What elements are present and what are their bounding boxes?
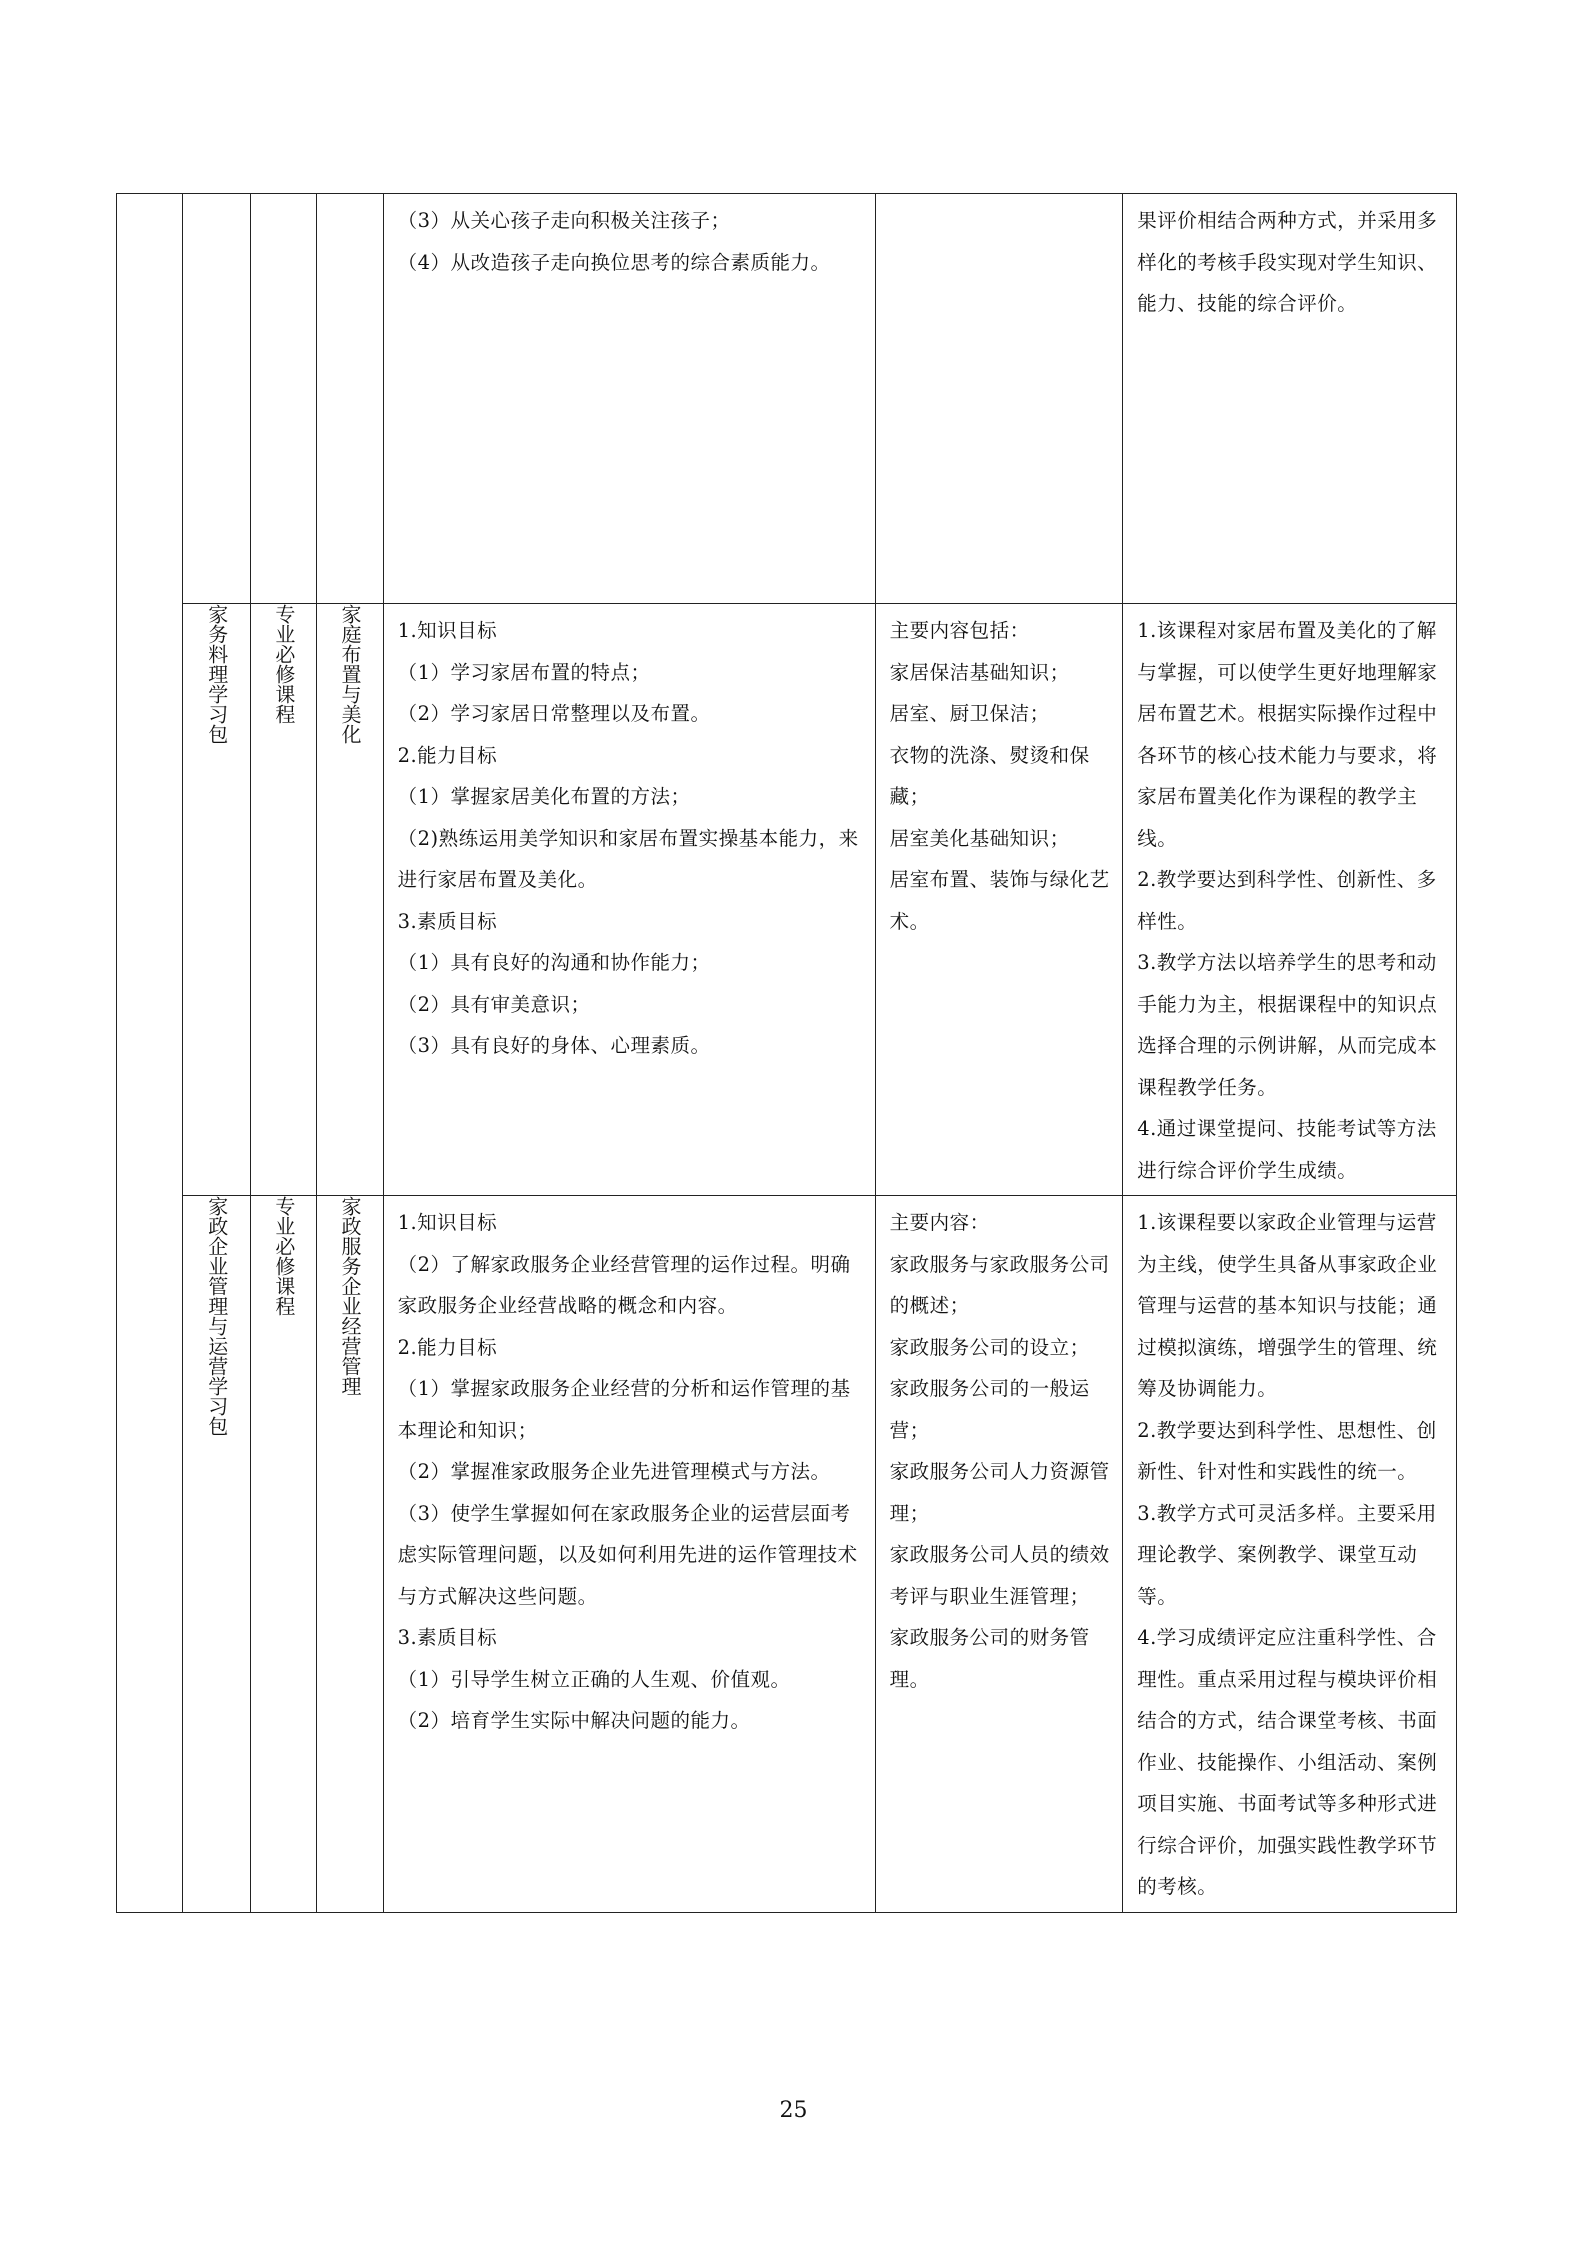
course-table <box>116 193 1457 1913</box>
objective-line: （4）从改造孩子走向换位思考的综合素质能力。 <box>397 250 831 274</box>
objective-line: 1.知识目标 <box>397 1211 498 1234</box>
objective-line: （3）使学生掌握如何在家政服务企业的运营层面考虑实际管理问题，以及如何利用先进的运作管理技术与方式解决这些问题。 <box>397 1501 858 1608</box>
content-line: 家政服务公司的设立； <box>889 1335 1090 1359</box>
course-type-cell <box>251 1196 317 1913</box>
objective-line: （3）从关心孩子走向积极关注孩子； <box>397 209 731 232</box>
category-cell <box>183 604 251 1196</box>
requirement-line: 1.该课程对家居布置及美化的了解与掌握，可以使学生更好地理解家居布置艺术。根据实际操作过程中各环节的核心技术能力与要求，将家居布置美化作为课程的教学主线。 <box>1137 619 1438 850</box>
content-cell <box>875 604 1123 1196</box>
requirement-line: 1.该课程要以家政企业管理与运营为主线，使学生具备从事家政企业管理与运营的基本知识与技能；通过模拟演练，增强学生的管理、统筹及协调能力。 <box>1137 1211 1438 1400</box>
objectives-cell <box>383 604 875 1196</box>
requirements-cell <box>1123 194 1457 604</box>
objective-line: （2）掌握准家政服务企业先进管理模式与方法。 <box>397 1460 831 1483</box>
content-line: 家政服务公司人员的绩效考评与职业生涯管理； <box>889 1543 1110 1608</box>
category-cell <box>183 194 251 604</box>
content-line: 家政服务公司的财务管理。 <box>889 1626 1090 1691</box>
requirements-cell <box>1123 604 1457 1196</box>
course-name-text: 家庭布置与美化 <box>337 604 362 744</box>
course-name-cell <box>317 1196 383 1913</box>
requirement-line: 3.教学方法以培养学生的思考和动手能力为主，根据课程中的知识点选择合理的示例讲解，从而完成本课程教学任务。 <box>1137 951 1438 1099</box>
content-line: 居室布置、装饰与绿化艺术。 <box>889 868 1110 933</box>
objective-line: （1）引导学生树立正确的人生观、价值观。 <box>397 1667 791 1691</box>
objective-line: （2）了解家政服务企业经营管理的运作过程。明确家政服务企业经营战略的概念和内容。 <box>397 1252 851 1317</box>
content-line: 衣物的洗涤、熨烫和保藏； <box>889 743 1090 808</box>
requirement-line: 4.通过课堂提问、技能考试等方法进行综合评价学生成绩。 <box>1137 1117 1437 1182</box>
objective-line: （1）学习家居布置的特点； <box>397 660 651 684</box>
course-type-cell <box>251 604 317 1196</box>
content-cell <box>875 1196 1123 1913</box>
objective-line: （2）培育学生实际中解决问题的能力。 <box>397 1709 751 1732</box>
requirements-cell <box>1123 1196 1457 1913</box>
requirement-line: 3.教学方式可灵活多样。主要采用理论教学、案例教学、课堂互动等。 <box>1137 1501 1437 1608</box>
course-name-cell <box>317 604 383 1196</box>
requirement-line: 4.学习成绩评定应注重科学性、合理性。重点采用过程与模块评价相结合的方式，结合课堂考核、书面作业、技能操作、小组活动、案例项目实施、书面考试等多种形式进行综合评价，加强实践性教学环节的考核。 <box>1137 1626 1438 1898</box>
category-text: 家政企业管理与运营学习包 <box>204 1196 229 1436</box>
category-text: 家务料理学习包 <box>204 604 229 744</box>
objective-line: 2.能力目标 <box>397 743 498 767</box>
table-row <box>117 1196 1457 1913</box>
page-number: 25 <box>779 2098 808 2123</box>
content-cell <box>875 194 1123 604</box>
course-type-text: 专业必修课程 <box>271 604 296 724</box>
table-row <box>117 194 1457 604</box>
objective-line: （1）掌握家居美化布置的方法； <box>397 785 691 808</box>
content-line: 居室美化基础知识； <box>889 826 1070 850</box>
objective-line: （1）具有良好的沟通和协作能力； <box>397 951 711 974</box>
objective-line: （2）具有审美意识； <box>397 992 591 1016</box>
content-line: 家居保洁基础知识； <box>889 660 1070 684</box>
course-type-cell <box>251 194 317 604</box>
content-line: 家政服务公司的一般运营； <box>889 1377 1090 1442</box>
objective-line: （2）学习家居日常整理以及布置。 <box>397 702 711 725</box>
objectives-cell <box>383 194 875 604</box>
objectives-cell <box>383 1196 875 1913</box>
objective-line: 1.知识目标 <box>397 619 498 642</box>
objective-line: 2.能力目标 <box>397 1335 498 1359</box>
content-line: 家政服务与家政服务公司的概述； <box>889 1252 1110 1317</box>
content-line: 居室、厨卫保洁； <box>889 702 1050 725</box>
category-cell <box>183 1196 251 1913</box>
requirement-line: 2.教学要达到科学性、创新性、多样性。 <box>1137 868 1437 933</box>
objective-line: （3）具有良好的身体、心理素质。 <box>397 1034 711 1057</box>
course-type-text: 专业必修课程 <box>271 1196 296 1316</box>
course-name-cell <box>317 194 383 604</box>
merged-blank-column-cell <box>117 194 183 1913</box>
objective-line: （1）掌握家政服务企业经营的分析和运作管理的基本理论和知识； <box>397 1377 851 1442</box>
content-line: 家政服务公司人力资源管理； <box>889 1460 1110 1525</box>
requirement-line: 果评价相结合两种方式，并采用多样化的考核手段实现对学生知识、能力、技能的综合评价。 <box>1137 209 1438 315</box>
content-line: 主要内容包括： <box>889 619 1030 642</box>
objective-line: （2)熟练运用美学知识和家居布置实操基本能力，来进行家居布置及美化。 <box>397 826 859 891</box>
objective-line: 3.素质目标 <box>397 1626 498 1649</box>
requirement-line: 2.教学要达到科学性、思想性、创新性、针对性和实践性的统一。 <box>1137 1418 1437 1483</box>
objective-line: 3.素质目标 <box>397 909 498 933</box>
content-line: 主要内容： <box>889 1211 990 1234</box>
table-row <box>117 604 1457 1196</box>
course-name-text: 家政服务企业经营管理 <box>337 1196 362 1396</box>
